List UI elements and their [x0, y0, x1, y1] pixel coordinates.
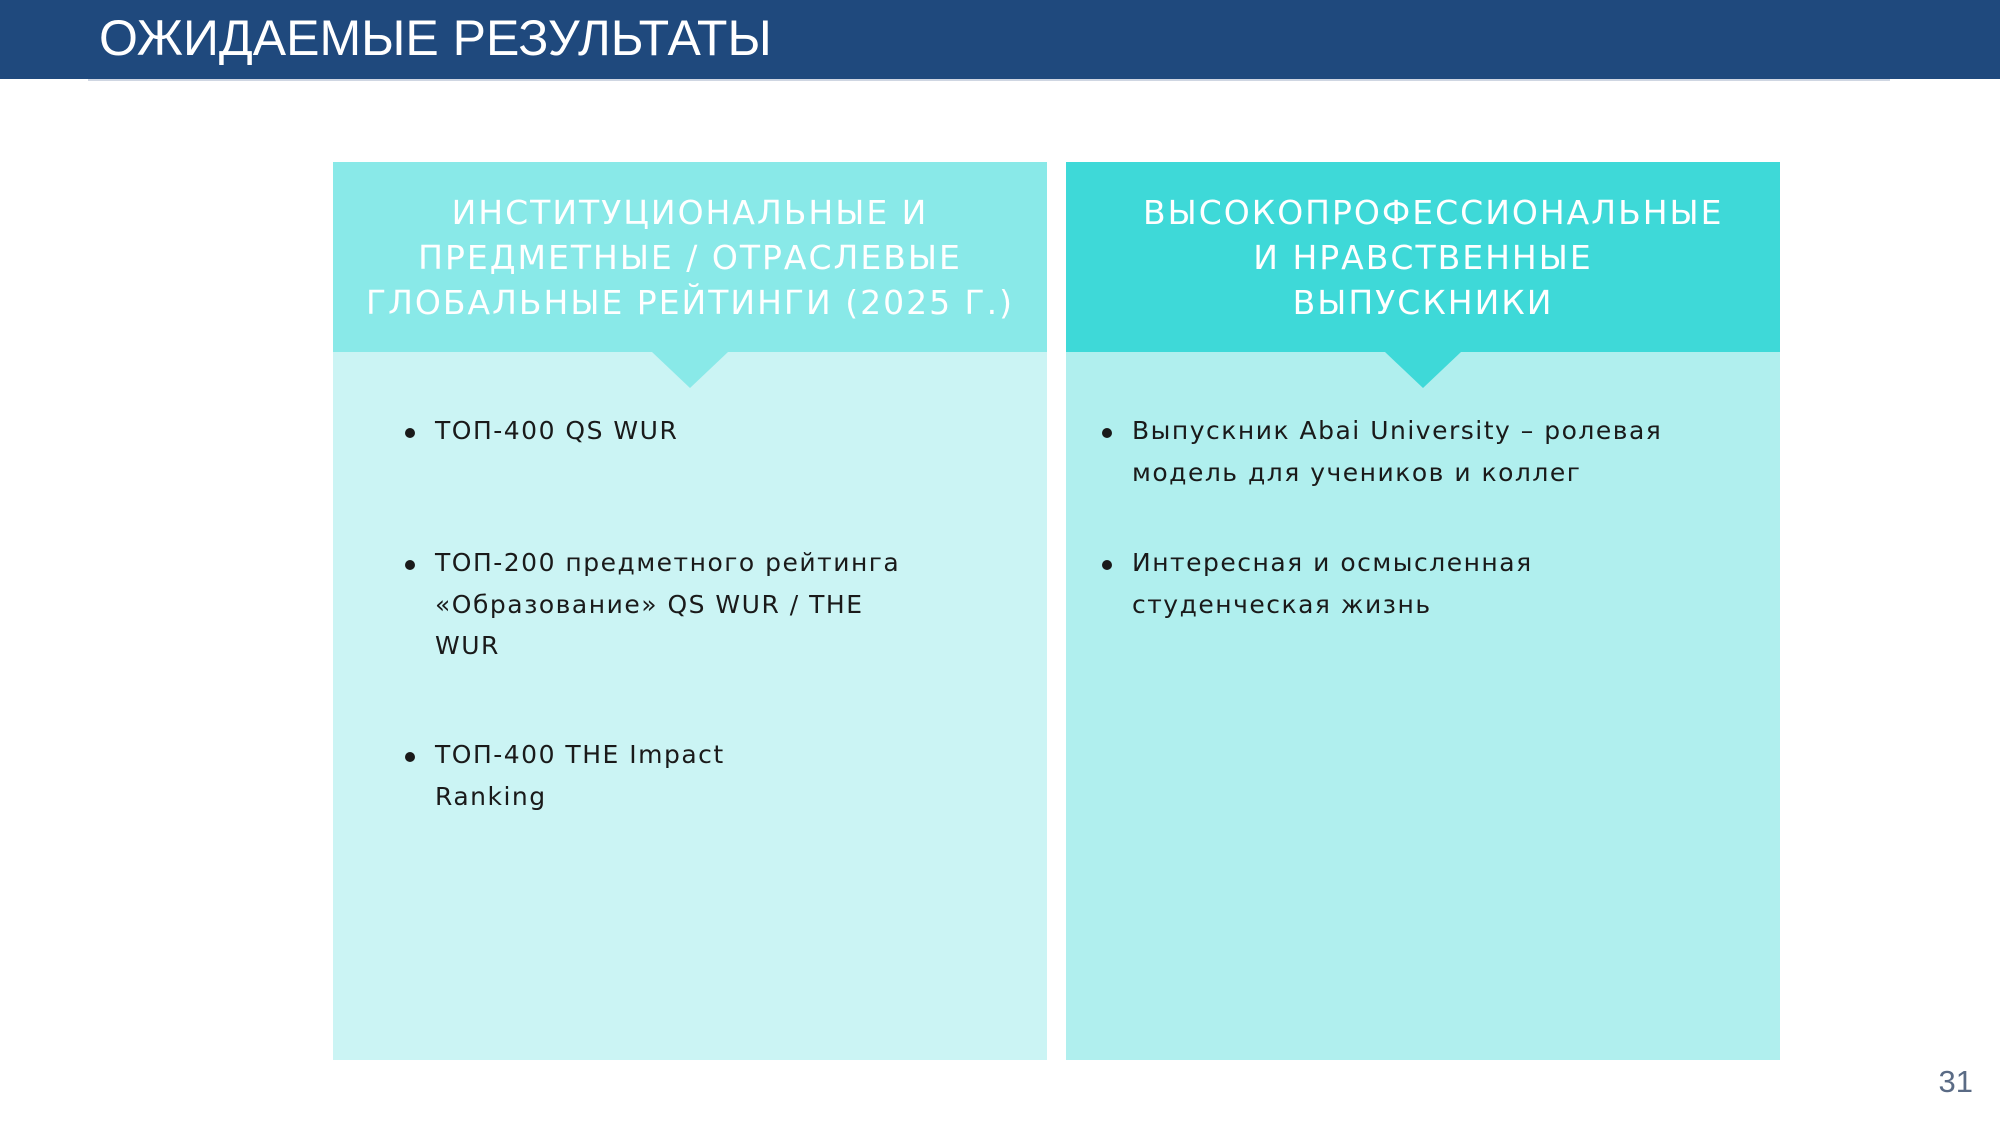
- bullet-icon: [405, 428, 415, 438]
- column-body: [1066, 352, 1780, 1060]
- heading-pointer: [652, 352, 728, 388]
- slide-title: ОЖИДАЕМЫЕ РЕЗУЛЬТАТЫ: [99, 10, 772, 66]
- list-item: [405, 410, 965, 452]
- page-number: 31: [1938, 1064, 1973, 1099]
- list-item-text: ТОП-400 THE Impact Ranking: [435, 740, 725, 811]
- column-heading-text: ИНСТИТУЦИОНАЛЬНЫЕ И ПРЕДМЕТНЫЕ / ОТРАСЛЕВЫЕ ГЛОБАЛЬНЫЕ РЕЙТИНГИ (2025 Г.): [365, 192, 1015, 322]
- title-bar: [0, 0, 2000, 79]
- list-item: [405, 734, 740, 817]
- bullet-icon: [405, 560, 415, 570]
- list-item: [1102, 410, 1702, 493]
- list-item-text: Выпускник Abai University – ролевая модель для учеников и коллег: [1132, 416, 1663, 487]
- column-body: [333, 352, 1047, 1060]
- column-graduates: [1066, 162, 1780, 1060]
- bullet-icon: [1102, 428, 1112, 438]
- column-heading: [1066, 162, 1780, 352]
- bullet-icon: [405, 752, 415, 762]
- column-heading: [333, 162, 1047, 352]
- title-divider: [88, 79, 1890, 81]
- column-heading-text: ВЫСОКОПРОФЕССИОНАЛЬНЫЕ И НРАВСТВЕННЫЕ ВЫПУСКНИКИ: [1143, 192, 1724, 322]
- list-item-text: ТОП-200 предметного рейтинга «Образование» QS WUR / THE WUR: [435, 548, 901, 660]
- heading-pointer: [1385, 352, 1461, 388]
- list-item: [405, 542, 925, 667]
- list-item-text: ТОП-400 QS WUR: [435, 416, 679, 445]
- bullet-icon: [1102, 560, 1112, 570]
- list-item-text: Интересная и осмысленная студенческая жизнь: [1132, 548, 1533, 619]
- list-item: [1102, 542, 1622, 625]
- column-global-rankings: [333, 162, 1047, 1060]
